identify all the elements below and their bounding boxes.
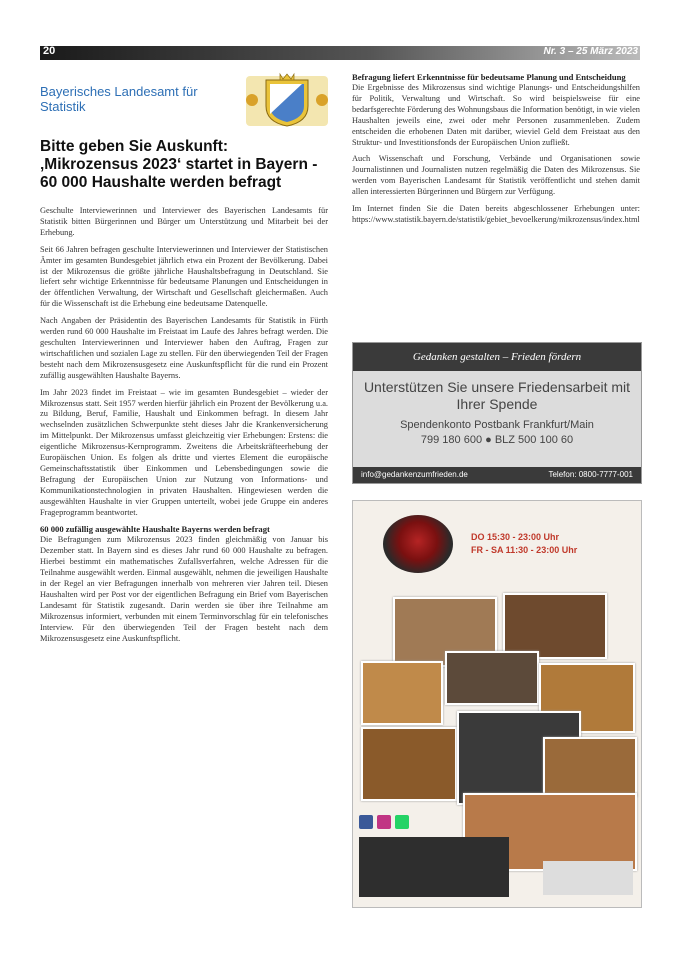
social-media-icon — [359, 815, 419, 829]
issue-date: Nr. 3 – 25 März 2023 — [543, 46, 638, 57]
restaurant-info-box — [359, 837, 509, 897]
intro-paragraph: Geschulte Interviewerinnen und Interviewer des Bayerischen Landesamts für Statistik bitten Bürgerinnen und Bürger um Unterstützung und Mitarbeit bei der Erhebung. — [40, 206, 328, 237]
donation-ad-headline: Unterstützen Sie unsere Friedensarbeit mit Ihrer Spende — [363, 379, 631, 412]
article-title: Bitte geben Sie Auskunft: ‚Mikrozensus 2023‘ startet in Bayern - 60 000 Haushalte werden befragt — [40, 138, 318, 191]
restaurant-photo — [503, 593, 607, 659]
body-paragraph: Im Jahr 2023 findet im Freistaat – wie im gesamten Bundesgebiet – wieder der Mikrozensus statt. Seit 1957 werden hierfür jährlich ein Prozent der Bevölkerung u.a. zu Bildung, Beruf, Familie, Haushalt und Einkommen befragt. In diesem Jahr wechselnden zusätzlichen Schwerpunkte steht dieses Jahr die Krankenversicherung im Mittelpunkt. Der Mikrozensus umfasst gleichzeitig vier Erhebungen: Erstens: die eigentliche Mikrozensus-Kernprogramm. Zweitens die Arbeitskräfteerhebung der Europäischen Union. Es folgen als dritte und viertes Element die europäische Gemeinschaftsstatistik über Einkommen und Lebensbedingungen sowie die Befragung der Europäischen Union zur Nutzung von Informations- und Kommunikationstechnologien in privaten Haushalten. Hingewiesen werden die ausgewählten Haushalte in vier Gruppen unterteilt, wobei jede Gruppe ein anderes Frageprogramm beantwortet. — [40, 387, 328, 517]
donation-ad-phone: Telefon: 0800-7777-001 — [548, 470, 633, 479]
delivery-badges — [543, 861, 633, 895]
donation-ad — [352, 342, 642, 484]
agency-name: Bayerisches Landesamt für Statistik — [40, 84, 198, 114]
restaurant-photo — [361, 727, 457, 801]
coat-of-arms-icon — [244, 72, 330, 128]
section-heading: 60 000 zufällig ausgewählte Haushalte Bayerns werden befragt — [40, 524, 270, 535]
opening-hours-row: DO 15:30 - 23:00 Uhr — [471, 532, 560, 542]
donation-ad-email: info@gedankenzumfrieden.de — [361, 470, 468, 479]
page-number: 20 — [43, 45, 56, 57]
section-heading: Befragung liefert Erkenntnisse für bedeutsame Planung und Entscheidung — [352, 72, 626, 82]
body-paragraph: Im Internet finden Sie die Daten bereits abgeschlossener Erhebungen unter: https://www.statistik.bayern.de/statistik/gebiet_bevoelkerung/mikrozensus/index.html — [352, 204, 640, 224]
body-paragraph: Die Ergebnisse des Mikrozensus sind wichtige Planungs- und Entscheidungshilfen für Politik, Verwaltung und Wirtschaft. So wird beispielsweise für eine bedarfsgerechte Förderung des Wohnungsbaus die Information benötigt, in wie vielen Haushalten jeweils eine, zwei oder mehr Personen zusammenleben. Zudem entscheiden die erhobenen Daten mit darüber, wieviel Geld dem Freistaat aus den Struktur- und Investitionsfonds der Europäischen Union zufließt. — [352, 83, 640, 147]
right-column — [352, 72, 640, 232]
left-column — [40, 72, 328, 651]
donation-ad-footer — [353, 467, 641, 483]
agency-branding — [40, 72, 328, 128]
body-paragraph: Auch Wissenschaft und Forschung, Verbände und Organisationen sowie Journalistinnen und Journalisten nutzen regelmäßig die Daten des Mikrozensus. Sie werden vom Bayerischen Landesamt für Statistik veröffentlicht und stehen damit allen interessierten Bürgerinnen und Bürgern zur Verfügung. — [352, 154, 640, 197]
restaurant-photo — [445, 651, 539, 705]
donation-ad-bank: Spendenkonto Postbank Frankfurt/Main — [400, 419, 594, 431]
body-paragraph: Seit 66 Jahren befragen geschulte Interviewerinnen und Interviewer der Statistischen Ämter im gesamten Bundesgebiet jährlich etwa ein Prozent der Bevölkerung. Dabei ist der Mikrozensus die größte jährliche Haushaltsbefragung in Deutschland. Sie liefert sehr wichtige Erkenntnisse für bedeutsame Planungen und Entscheidungen in der öffentlichen Verwaltung, der Wirtschaft und Gesellschaft gleichermaßen. Auch für die Wissenschaft ist die Erhebung eine bedeutsame Datenquelle. — [40, 244, 328, 309]
donation-ad-banner: Gedanken gestalten – Frieden fördern — [353, 343, 641, 371]
donation-ad-account: 799 180 600 ● BLZ 500 100 60 — [420, 434, 574, 446]
restaurant-photo — [543, 737, 637, 797]
social-icons — [359, 815, 419, 832]
opening-hours — [471, 511, 631, 573]
restaurant-ad — [352, 500, 642, 908]
opening-hours-row: FR - SA 11:30 - 23:00 Uhr — [471, 545, 578, 555]
restaurant-photo — [361, 661, 443, 725]
body-paragraph: Nach Angaben der Präsidentin des Bayerischen Landesamts für Statistik in Fürth werden rund 60 000 Haushalte im Freistaat im Laufe des Jahres befragt werden. Die geschulten Interviewerinnen und Interviewer haben den Auftrag, Fragen zur wirtschaftlichen und sozialen Lage zu stellen. Für den überwiegenden Teil der Fragen besteht nach dem Mikrozensusgesetz eine Auskunftspflicht für die rund ein Prozent zufällig ausgewählten Haushalte Bayerns. — [40, 316, 328, 380]
restaurant-logo — [383, 515, 453, 573]
body-paragraph: Die Befragungen zum Mikrozensus 2023 finden gleichmäßig von Januar bis Dezember statt. In Bayern sind es dieses Jahr rund 60 000 Haushalte zu befragen. Hierbei bestimmt ein mathematisches Zufallsverfahren, welche Adressen für die Teilnahme ausgewählt werden. Einmal ausgewählt, nehmen die jeweiligen Haushalte in der Regel an vier Befragungen innerhalb von mehreren vier Jahren teil. Diesen Haushalten wird per Post vor der eigentlichen Befragung ein Brief vom Bayerischen Landesamt für Statistik zugesandt. Darin werden sie über ihre Teilnahme am Mikrozensus informiert, verbunden mit einem Terminvorschlag für ein telefonisches Interview. Für den überwiegenden Teil der Fragen besteht nach dem Mikrozensusgesetz eine Auskunftspflicht. — [40, 535, 328, 643]
